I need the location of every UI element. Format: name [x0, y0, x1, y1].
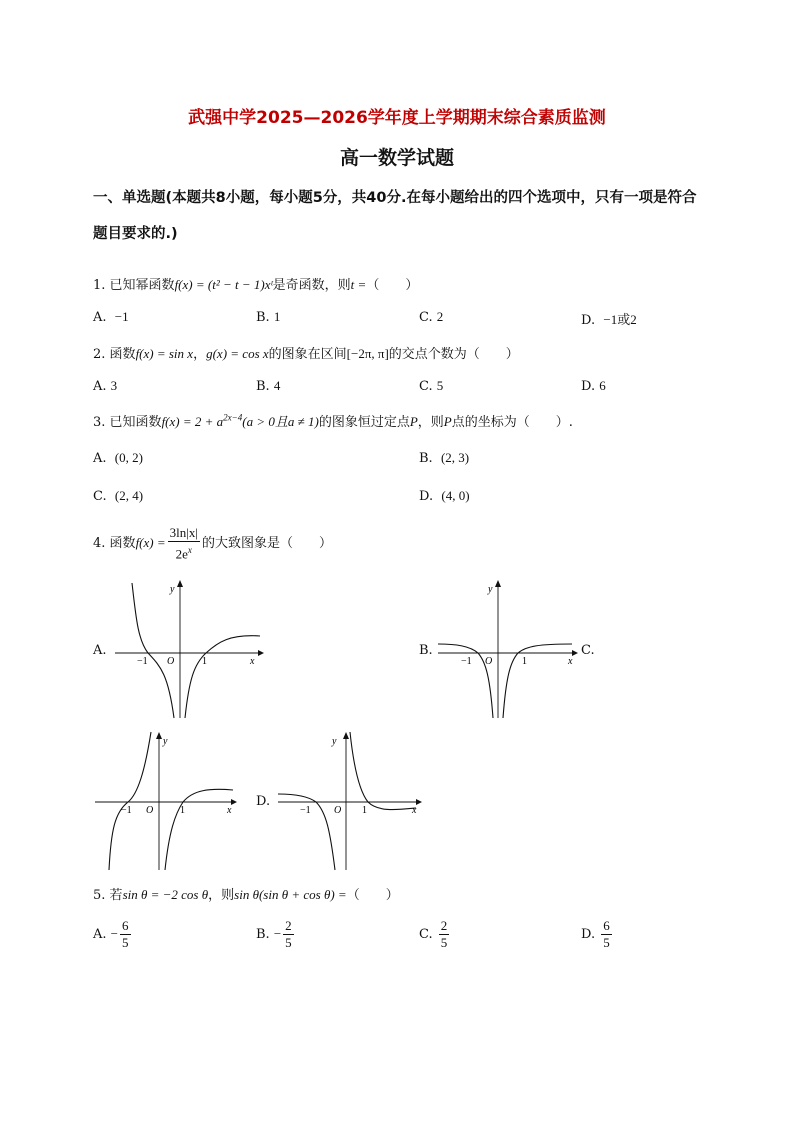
question-stem-mid: 的图象在区间 — [268, 347, 347, 362]
question-1 — [93, 274, 418, 293]
fraction-denominator: 5 — [603, 935, 610, 950]
option-text: −1或2 — [603, 312, 637, 327]
y-arrow-icon — [495, 580, 501, 587]
x-arrow-icon — [416, 799, 422, 805]
fraction-numerator: 2 — [440, 918, 448, 933]
subject-title: 高一数学试题 — [339, 147, 454, 169]
origin-label: O — [334, 805, 342, 816]
option-letter: D. — [419, 489, 434, 504]
option-b[interactable] — [256, 309, 280, 325]
neg-one-label: −1 — [121, 805, 132, 816]
curve-left — [132, 583, 174, 718]
option-letter: C. — [419, 379, 433, 394]
fraction-numerator: 3ln|x| — [169, 525, 198, 540]
graph-d[interactable] — [276, 730, 424, 872]
x-label: x — [227, 805, 232, 816]
graph-c[interactable] — [93, 730, 241, 872]
question-sep: ，则 — [208, 888, 235, 903]
question-math: f(x) = (t² − t − 1)xᵗ — [174, 277, 273, 292]
graph-a-label[interactable]: A. — [93, 643, 107, 658]
question-point: P — [443, 414, 452, 429]
school-title: 武强中学2025—2026学年度上学期期末综合素质监测 — [188, 108, 606, 128]
option-c[interactable] — [419, 918, 451, 951]
curve-right — [165, 789, 233, 870]
question-2 — [93, 343, 519, 362]
y-label: y — [163, 736, 168, 747]
question-point: P — [409, 414, 418, 429]
option-fraction — [120, 918, 131, 951]
y-arrow-icon — [177, 580, 183, 587]
option-text: 4 — [273, 378, 281, 393]
question-number: 1. — [93, 278, 106, 293]
option-b[interactable] — [256, 378, 280, 394]
option-b[interactable] — [419, 450, 469, 466]
option-fraction — [283, 918, 294, 951]
option-d[interactable] — [419, 488, 470, 504]
question-stem-pre: 函数 — [109, 536, 136, 552]
option-a[interactable] — [93, 309, 129, 325]
question-stem-pre: 若 — [109, 888, 123, 903]
option-letter: D. — [581, 313, 596, 328]
curve-right — [503, 644, 572, 718]
graph-a[interactable] — [110, 578, 265, 720]
curve-right — [185, 636, 260, 718]
option-fraction — [439, 918, 450, 951]
fraction-denominator — [168, 542, 200, 562]
option-c[interactable] — [93, 488, 143, 504]
question-stem-pre: 函数 — [109, 347, 136, 362]
x-label: x — [412, 805, 417, 816]
option-text: 1 — [273, 309, 281, 324]
question-number: 2. — [93, 347, 106, 362]
fraction-denominator-exp: x — [187, 545, 192, 555]
question-stem-end: 的大致图象是（ ） — [201, 536, 332, 552]
option-d[interactable] — [581, 309, 637, 328]
option-a[interactable] — [93, 450, 143, 466]
fraction-numerator: 6 — [122, 918, 129, 933]
x-label: x — [250, 656, 255, 667]
option-text: 5 — [436, 378, 444, 393]
question-lhs: f(x) = — [135, 535, 166, 551]
question-stem-post: 是奇函数，则 — [272, 278, 351, 293]
graph-d-label[interactable]: D. — [256, 794, 271, 809]
neg-one-label: −1 — [461, 656, 472, 667]
option-c[interactable] — [419, 378, 443, 394]
origin-label: O — [146, 805, 154, 816]
question-exponent: 2x−4 — [223, 412, 243, 423]
x-arrow-icon — [572, 650, 578, 656]
option-text: 2 — [436, 309, 444, 324]
option-text: (0, 2) — [114, 450, 143, 465]
origin-label: O — [485, 656, 493, 667]
option-text: −1 — [114, 309, 129, 324]
option-letter: A. — [93, 379, 107, 394]
question-stem-pre: 已知幂函数 — [109, 278, 175, 293]
option-sign: − — [273, 926, 282, 941]
option-letter: D. — [581, 927, 596, 942]
option-text: (2, 3) — [440, 450, 470, 465]
question-3 — [93, 411, 573, 430]
question-stem-end: （ ） — [346, 888, 399, 903]
one-label: 1 — [522, 656, 527, 667]
question-4 — [93, 525, 332, 562]
graph-b-label[interactable]: B. — [419, 643, 433, 658]
fraction-denominator: 5 — [122, 935, 129, 950]
option-letter: C. — [419, 927, 433, 942]
option-d[interactable] — [581, 918, 614, 951]
option-fraction — [601, 918, 612, 951]
question-number: 5. — [93, 888, 106, 903]
y-arrow-icon — [156, 732, 162, 739]
question-math: f(x) = 2 + a — [161, 414, 224, 429]
question-stem-mid2: ，则 — [417, 415, 444, 430]
x-arrow-icon — [258, 650, 264, 656]
neg-one-label: −1 — [300, 805, 311, 816]
one-label: 1 — [202, 656, 207, 667]
graph-b[interactable] — [436, 578, 581, 720]
question-stem-end: 的交点个数为（ ） — [388, 347, 519, 362]
option-letter: C. — [419, 310, 433, 325]
option-d[interactable] — [581, 378, 606, 394]
option-letter: B. — [256, 379, 270, 394]
fraction-numerator: 2 — [285, 918, 292, 933]
option-text: (4, 0) — [441, 488, 470, 503]
question-number: 4. — [93, 536, 106, 552]
option-c[interactable] — [419, 309, 443, 325]
question-math-1: sin θ = −2 cos θ — [122, 887, 209, 902]
question-math-g: g(x) = cos x — [206, 346, 269, 361]
fraction-denominator: 5 — [440, 935, 448, 950]
option-b[interactable] — [256, 918, 296, 951]
y-arrow-icon — [343, 732, 349, 739]
question-math-f: f(x) = sin x — [135, 346, 194, 361]
x-arrow-icon — [231, 799, 237, 805]
fraction-numerator: 6 — [603, 918, 610, 933]
question-math-2: sin θ(sin θ + cos θ) = — [234, 887, 347, 902]
question-stem-mid: 的图象恒过定点 — [318, 415, 410, 430]
graph-c-label[interactable]: C. — [581, 643, 595, 658]
fraction-denominator: 5 — [285, 935, 292, 950]
x-label: x — [568, 656, 573, 667]
option-text: (2, 4) — [114, 488, 144, 503]
question-fraction — [168, 525, 200, 562]
option-letter: A. — [93, 927, 107, 942]
y-label: y — [170, 584, 175, 595]
fraction-denominator-base: 2e — [175, 546, 188, 562]
option-a[interactable] — [93, 378, 117, 394]
option-a[interactable] — [93, 918, 133, 951]
option-letter: D. — [581, 379, 596, 394]
one-label: 1 — [180, 805, 185, 816]
question-5 — [93, 884, 399, 903]
curve-right — [350, 732, 416, 810]
curve-left — [109, 732, 154, 870]
option-letter: B. — [419, 451, 433, 466]
option-text: 3 — [110, 378, 118, 393]
option-letter: B. — [256, 310, 270, 325]
option-letter: C. — [93, 489, 107, 504]
neg-one-label: −1 — [137, 656, 148, 667]
section-heading: 一、单选题(本题共8小题，每小题5分，共40分.在每小题给出的四个选项中，只有一项是符合题目要求的.) — [93, 190, 697, 242]
y-label: y — [488, 584, 493, 595]
option-sign: − — [110, 926, 119, 941]
origin-label: O — [167, 656, 175, 667]
question-stem-end: （ ） — [366, 278, 419, 293]
question-interval: [−2π, π] — [346, 346, 389, 361]
one-label: 1 — [362, 805, 367, 816]
question-condition: (a > 0且a ≠ 1) — [242, 414, 319, 429]
option-letter: A. — [93, 451, 107, 466]
option-letter: B. — [256, 927, 270, 942]
question-var: t = — [350, 277, 367, 292]
question-number: 3. — [93, 415, 106, 430]
option-letter: A. — [93, 310, 107, 325]
question-stem-end: 点的坐标为（ ）. — [451, 415, 573, 430]
question-stem-pre: 已知函数 — [109, 415, 162, 430]
question-sep: ， — [193, 347, 207, 362]
y-label: y — [332, 736, 337, 747]
option-text: 6 — [599, 378, 606, 393]
